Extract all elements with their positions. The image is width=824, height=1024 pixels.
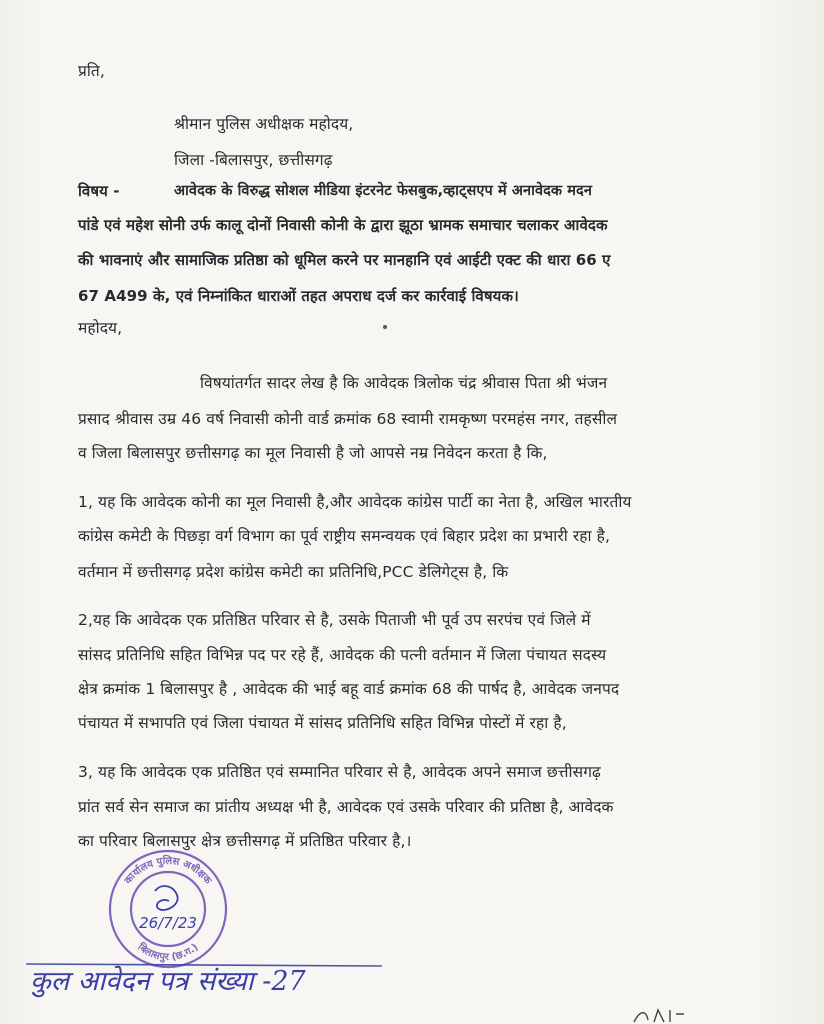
stamp-date: 26/7/23 bbox=[139, 914, 197, 932]
point-3-line-1: 3, यह कि आवेदक एक प्रतिष्ठित एवं सम्मानित परिवार से है, आवेदक अपने समाज छत्तीसगढ़ bbox=[78, 763, 601, 781]
stamp-initials-scribble bbox=[155, 886, 178, 910]
stamp-district-text: बिलासपुर (छ.ग.) bbox=[135, 941, 201, 964]
point-2-line-1: 2,यह कि आवेदक एक प्रतिष्ठित परिवार से है, उसके पिताजी भी पूर्व उप सरपंच एवं जिले में bbox=[78, 611, 591, 629]
ink-speck bbox=[383, 325, 387, 329]
intro-line-1: विषयांतर्गत सादर लेख है कि आवेदक त्रिलोक चंद्र श्रीवास पिता श्री भंजन bbox=[200, 374, 608, 392]
svg-text:कार्यालय पुलिस अधीक्षक bbox=[122, 854, 214, 887]
point-1-line-1: 1, यह कि आवेदक कोनी का मूल निवासी है,और आवेदक कांग्रेस पार्टी का नेता है, अखिल भारतीय bbox=[78, 493, 632, 511]
salutation-mahoday: महोदय, bbox=[78, 319, 123, 337]
handwritten-note bbox=[22, 952, 422, 1007]
point-1-line-2: कांग्रेस कमेटी के पिछड़ा वर्ग विभाग का पूर्व राष्ट्रीय समन्वयक एवं बिहार प्रदेश का प्रभारी रहा है, bbox=[78, 527, 610, 545]
point-3-line-3: का परिवार बिलासपुर क्षेत्र छत्तीसगढ़ में प्रतिष्ठित परिवार है,। bbox=[78, 832, 412, 850]
point-2-line-2: सांसद प्रतिनिधि सहित विभिन्न पद पर रहे हैं, आवेदक की पत्नी वर्तमान में जिला पंचायत सदस्य bbox=[78, 646, 607, 664]
corner-scribble bbox=[630, 1004, 690, 1024]
point-2-line-3: क्षेत्र क्रमांक 1 बिलासपुर है , आवेदक की भाई बहू वार्ड क्रमांक 68 की पार्षद है, आवेदक जनपद bbox=[78, 680, 620, 698]
point-2-line-4: पंचायत में सभापति एवं जिला पंचायत में सांसद प्रतिनिधि सहित विभिन्न पोस्टों में रहा है, bbox=[78, 714, 567, 732]
stamp-ring-text: कार्यालय पुलिस अधीक्षक bbox=[122, 855, 214, 887]
subject-line-1: आवेदक के विरुद्ध सोशल मीडिया इंटरनेट फेसबुक,व्हाट्सएप में अनावेदक मदन bbox=[174, 183, 593, 199]
subject-label: विषय - bbox=[78, 182, 120, 200]
intro-line-3: व जिला बिलासपुर छत्तीसगढ़ का मूल निवासी है जो आपसे नम्र निवेदन करता है कि, bbox=[78, 444, 548, 462]
addressee-line-1: श्रीमान पुलिस अधीक्षक महोदय, bbox=[174, 115, 354, 133]
point-3-line-2: प्रांत सर्व सेन समाज का प्रांतीय अध्यक्ष भी है, आवेदक एवं उसके परिवार की प्रतिष्ठा है, आवेदक bbox=[78, 798, 614, 816]
point-1-line-3: वर्तमान में छत्तीसगढ़ प्रदेश कांग्रेस कमेटी का प्रतिनिधि,PCC डेलिगेट्स है, कि bbox=[78, 563, 509, 581]
subject-line-2: पांडे एवं महेश सोनी उर्फ कालू दोनों निवासी कोनी के द्वारा झूठा भ्रामक समाचार चलाकर आवेदक bbox=[78, 216, 608, 234]
salutation-prati: प्रति, bbox=[78, 62, 105, 80]
subject-line-3: की भावनाएं और सामाजिक प्रतिष्ठा को धूमिल करने पर मानहानि एवं आईटी एक्ट की धारा 66 ए bbox=[78, 251, 611, 269]
intro-line-2: प्रसाद श्रीवास उम्र 46 वर्ष निवासी कोनी वार्ड क्रमांक 68 स्वामी रामकृष्ण परमहंस नगर, तहसील bbox=[78, 410, 618, 428]
subject-line-4: 67 A499 के, एवं निम्नांकित धाराओं तहत अपराध दर्ज कर कार्रवाई विषयक। bbox=[78, 287, 519, 305]
handwritten-note-text: कुल आवेदन पत्र संख्या -27 bbox=[30, 966, 306, 997]
addressee-line-2: जिला -बिलासपुर, छत्तीसगढ़ bbox=[174, 151, 333, 169]
